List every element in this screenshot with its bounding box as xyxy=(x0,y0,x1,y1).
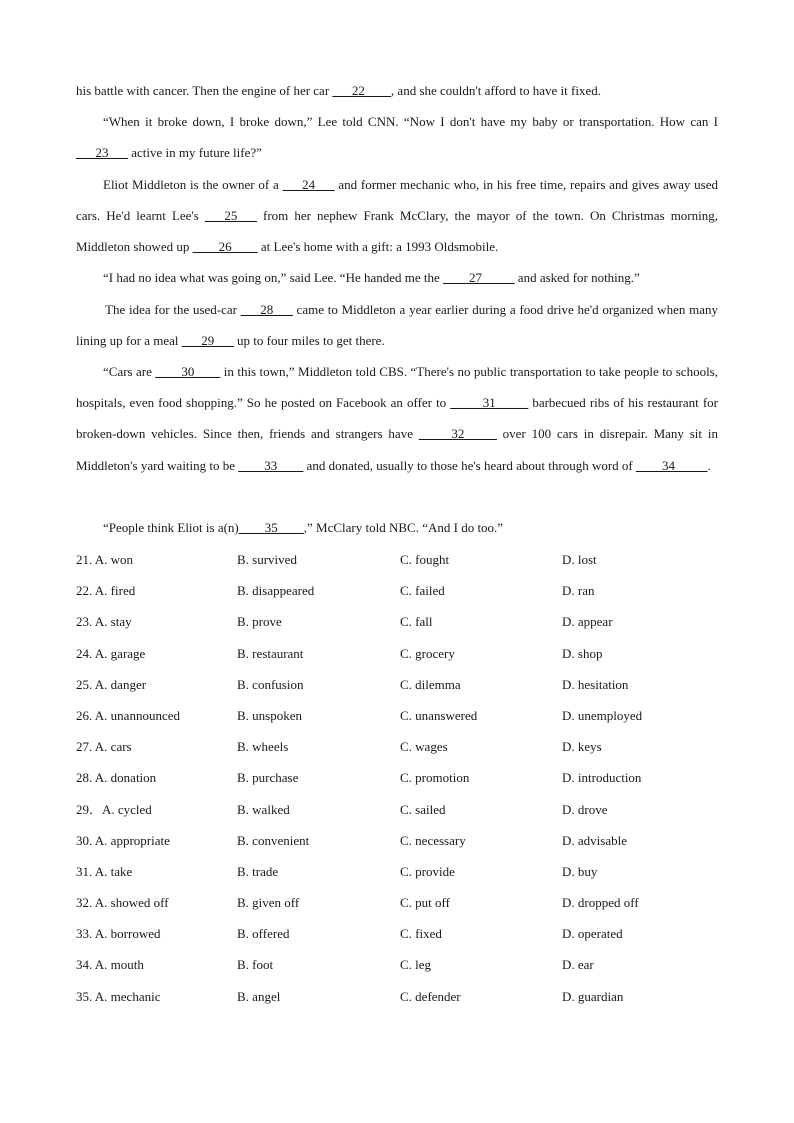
option-choice: B. restaurant xyxy=(237,645,304,661)
blank-number: ___23___ xyxy=(76,145,128,161)
option-choice: 30. A. appropriate xyxy=(76,832,170,848)
option-choice: 22. A. fired xyxy=(76,583,136,599)
option-choice: B. angel xyxy=(237,988,281,1004)
passage-text: over 100 cars in disrepair. Many sit in Middleton's yard waiting to be xyxy=(76,426,718,473)
option-choice: 24. A. garage xyxy=(76,645,146,661)
option-choice: D. lost xyxy=(562,552,597,567)
option-choice: B. walked xyxy=(237,801,290,817)
passage-text: and donated, usually to those he's heard about through word of xyxy=(303,457,636,473)
passage-paragraph xyxy=(76,262,718,293)
blank-number: ____27_____ xyxy=(443,270,515,285)
option-choice: C. necessary xyxy=(400,832,466,848)
blank-number: ___28___ xyxy=(240,302,293,317)
question-options-row xyxy=(76,794,736,825)
question-options-row xyxy=(76,918,736,949)
option-choice: 29．A. cycled xyxy=(76,801,152,817)
blank-number: ____33____ xyxy=(238,457,304,473)
passage-text: and asked for nothing.” xyxy=(514,270,640,285)
passage-text: “When it broke down, I broke down,” Lee told CNN. “Now I don't have my baby or transportation. How can I xyxy=(103,114,718,129)
passage-text: active in my future life?” xyxy=(128,145,262,161)
question-options-row xyxy=(76,606,736,637)
option-choice: D. shop xyxy=(562,645,603,661)
question-options-row xyxy=(76,762,736,793)
passage-text: and former mechanic who, in his free time, repairs and gives away used cars. He'd learnt Lee's xyxy=(76,177,718,224)
passage-paragraph xyxy=(76,512,718,543)
passage-text: Eliot Middleton is the owner of a xyxy=(103,177,283,192)
option-choice: D. ear xyxy=(562,957,594,973)
passage-text: The idea for the used-car xyxy=(105,302,241,317)
option-choice: C. defender xyxy=(400,988,461,1004)
question-options-row xyxy=(76,544,736,575)
question-options-row xyxy=(76,575,736,606)
blank-number: ____26____ xyxy=(192,239,258,255)
option-choice: B. given off xyxy=(237,895,300,911)
option-choice: 34. A. mouth xyxy=(76,957,144,973)
passage-text: “Cars are xyxy=(103,364,156,379)
passage-paragraph xyxy=(76,356,718,481)
question-options-row xyxy=(76,981,736,1012)
passage-text: up to four miles to get there. xyxy=(233,333,385,349)
option-choice: 28. A. donation xyxy=(76,770,157,786)
passage-text: came to Middleton a year earlier during a food drive he'd organized when many lining up for a meal xyxy=(76,302,718,349)
passage-text: in this town,” Middleton told CBS. “There's no public transportation to take people to schools, hospitals, even food shopping.” So he posted on Facebook an offer to xyxy=(76,364,718,411)
option-choice: B. prove xyxy=(237,614,282,630)
option-choice: B. convenient xyxy=(237,832,310,848)
option-choice: C. fought xyxy=(400,552,450,567)
blank-number: ___24___ xyxy=(282,177,335,192)
option-choice: D. buy xyxy=(562,863,598,879)
passage-text: . xyxy=(707,457,711,473)
option-choice: 27. A. cars xyxy=(76,739,132,755)
option-choice: D. unemployed xyxy=(562,707,643,723)
option-choice: B. foot xyxy=(237,957,274,973)
blank-number: _____31_____ xyxy=(450,395,529,411)
option-choice: 21. A. won xyxy=(76,552,134,567)
option-choice: B. purchase xyxy=(237,770,299,786)
passage-paragraph xyxy=(76,106,718,168)
option-choice: D. keys xyxy=(562,739,602,755)
option-choice: C. dilemma xyxy=(400,676,461,692)
question-options-row xyxy=(76,887,736,918)
option-choice: 25. A. danger xyxy=(76,676,147,692)
option-choice: D. ran xyxy=(562,583,595,599)
passage-paragraph xyxy=(76,169,718,263)
passage-text: his battle with cancer. Then the engine of her car xyxy=(76,83,333,98)
option-choice: C. sailed xyxy=(400,801,446,817)
blank-number: ____30____ xyxy=(155,364,221,379)
option-choice: 23. A. stay xyxy=(76,614,132,630)
passage-text: “People think Eliot is a(n) xyxy=(103,520,239,535)
question-options-row xyxy=(76,638,736,669)
option-choice: C. fixed xyxy=(400,926,442,942)
option-choice: 31. A. take xyxy=(76,863,133,879)
option-choice: C. promotion xyxy=(400,770,470,786)
option-choice: C. provide xyxy=(400,863,455,879)
option-choice: D. operated xyxy=(562,926,623,942)
option-choice: 26. A. unannounced xyxy=(76,707,180,723)
option-choice: 35. A. mechanic xyxy=(76,988,161,1004)
option-choice: B. unspoken xyxy=(237,707,302,723)
option-choice: D. drove xyxy=(562,801,608,817)
question-options-row xyxy=(76,825,736,856)
option-choice: B. trade xyxy=(237,863,279,879)
option-choice: D. guardian xyxy=(562,988,624,1004)
passage-text: from her nephew Frank McClary, the mayor of the town. On Christmas morning, Middleton showed up xyxy=(76,208,718,255)
passage-text: at Lee's home with a gift: a 1993 Oldsmobile. xyxy=(257,239,499,255)
option-choice: B. disappeared xyxy=(237,583,315,599)
passage-text: ,” McClary told NBC. “And I do too.” xyxy=(303,520,504,535)
option-choice: B. confusion xyxy=(237,676,304,692)
option-choice: D. dropped off xyxy=(562,895,639,911)
option-choice: B. wheels xyxy=(237,739,289,755)
option-choice: C. wages xyxy=(400,739,448,755)
blank-number: ____34_____ xyxy=(635,457,708,473)
passage-text: , and she couldn't afford to have it fixed. xyxy=(390,83,601,98)
option-choice: C. leg xyxy=(400,957,432,973)
answer-options xyxy=(76,544,736,1012)
question-options-row xyxy=(76,700,736,731)
passage-paragraph xyxy=(76,294,718,356)
option-choice: C. unanswered xyxy=(400,707,478,723)
blank-number: ___29___ xyxy=(181,333,234,349)
blank-number: ___22____ xyxy=(332,83,391,98)
option-choice: B. survived xyxy=(237,552,297,567)
passage-paragraph xyxy=(76,75,718,106)
question-options-row xyxy=(76,669,736,700)
option-choice: C. failed xyxy=(400,583,445,599)
passage-text: barbecued ribs of his restaurant for broken-down vehicles. Since then, friends and strangers have xyxy=(76,395,719,442)
option-choice: D. introduction xyxy=(562,770,642,786)
question-options-row xyxy=(76,949,736,980)
option-choice: D. advisable xyxy=(562,832,627,848)
option-choice: D. appear xyxy=(562,614,613,630)
option-choice: 32. A. showed off xyxy=(76,895,169,911)
blank-number: _____32_____ xyxy=(418,426,497,442)
question-options-row xyxy=(76,731,736,762)
passage-text: “I had no idea what was going on,” said Lee. “He handed me the xyxy=(103,270,444,285)
option-choice: 33. A. borrowed xyxy=(76,926,161,942)
option-choice: D. hesitation xyxy=(562,676,629,692)
blank-number: ____35____ xyxy=(238,520,304,535)
blank-number: ___25___ xyxy=(204,208,257,224)
option-choice: B. offered xyxy=(237,926,290,942)
question-options-row xyxy=(76,856,736,887)
option-choice: C. grocery xyxy=(400,645,455,661)
option-choice: C. fall xyxy=(400,614,433,630)
option-choice: C. put off xyxy=(400,895,450,911)
